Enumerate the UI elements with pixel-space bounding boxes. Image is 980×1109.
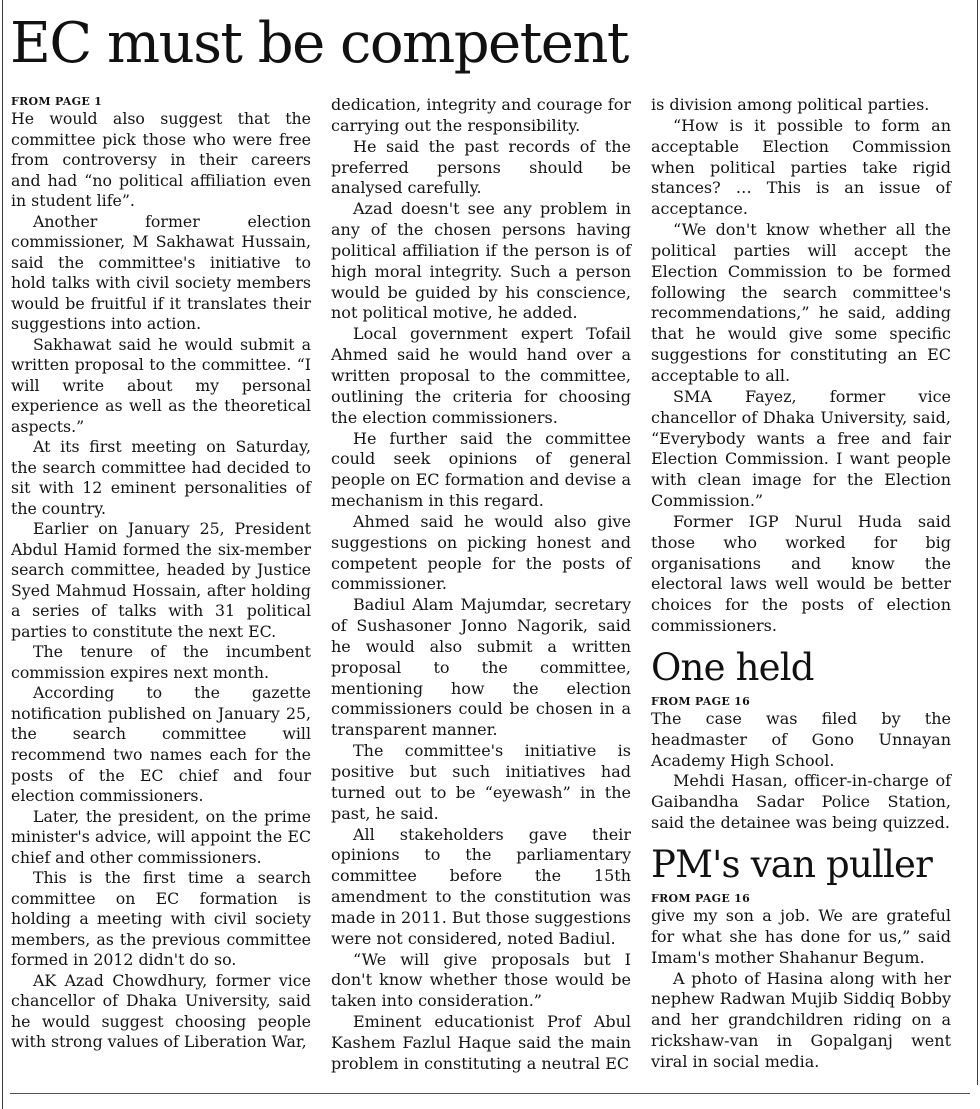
main-story-column-3 xyxy=(651,95,951,1073)
main-story-column-2 xyxy=(331,95,631,1075)
paragraph: He said the past records of the preferred persons should be analysed carefully. xyxy=(331,136,631,198)
paragraph: Later, the president, on the prime minister's advice, will appoint the EC chief and other commissioners. xyxy=(11,806,311,867)
paragraph: The tenure of the incumbent commission expires next month. xyxy=(11,642,311,682)
paragraph: dedication, integrity and courage for carrying out the responsibility. xyxy=(331,95,631,135)
paragraph: SMA Fayez, former vice chancellor of Dhaka University, said, “Everybody wants a free and fair Election Commission. I want people with clean image for the Election Commission.” xyxy=(651,386,951,511)
paragraph: is division among political parties. xyxy=(651,95,930,114)
one-held-kicker: FROM PAGE 16 xyxy=(651,694,751,708)
paragraph: He further said the committee could seek opinions of general people on EC formation and devise a mechanism in this regard. xyxy=(331,428,631,511)
paragraph: Azad doesn't see any problem in any of the chosen persons having political affiliation if the person is of high moral integrity. Such a person would be guided by his conscience, not political motive, he added. xyxy=(331,199,631,323)
paragraph: This is the first time a search committee on EC formation is holding a meeting with civil society members, as the previous committee formed in 2012 didn't do so. xyxy=(11,868,311,970)
paragraph: Mehdi Hasan, officer-in-charge of Gaibandha Sadar Police Station, said the detainee was being quizzed. xyxy=(651,771,951,833)
paragraph: AK Azad Chowdhury, former vice chancellor of Dhaka University, said he would suggest choosing people with strong values of Liberation War, xyxy=(11,970,311,1052)
paragraph: “We don't know whether all the political parties will accept the Election Commission to be formed following the search committee's recommendations,” he said, adding that he would give some specific suggestions for constituting an EC acceptable to all. xyxy=(651,220,951,385)
main-headline: EC must be competent xyxy=(10,11,628,76)
paragraph: Badiul Alam Majumdar, secretary of Sushasoner Jonno Nagorik, said he would also submit a written proposal to the committee, mentioning how the election commissioners could be chosen in a transparent manner. xyxy=(331,595,631,740)
paragraph: Former IGP Nurul Huda said those who worked for big organisations and know the electoral laws well would be better choices for the posts of election commissioners. xyxy=(651,511,951,636)
paragraph: Another former election commissioner, M Sakhawat Hussain, said the committee's initiative to hold talks with civil society members would be fruitful if it translates their suggestions into action. xyxy=(11,211,311,334)
paragraph: At its first meeting on Saturday, the search committee had decided to sit with 12 eminent personalities of the country. xyxy=(11,437,311,518)
paragraph: Sakhawat said he would submit a written proposal to the committee. “I will write about my personal experience as well as the theoretical aspects.” xyxy=(11,334,311,436)
bottom-divider xyxy=(10,1093,970,1094)
paragraph: He would also suggest that the committee pick those who were free from controversy in their careers and had “no political affiliation even in student life”. xyxy=(11,109,311,211)
paragraph: “How is it possible to form an acceptable Election Commission when political parties take rigid stances? … This is an issue of acceptance. xyxy=(651,115,951,219)
pm-van-puller-headline: PM's van puller xyxy=(651,843,933,886)
paragraph: A photo of Hasina along with her nephew Radwan Mujib Siddiq Bobby and her grandchildren riding on a rickshaw-van in Gopalganj went viral in social media. xyxy=(651,968,951,1071)
paragraph: The committee's initiative is positive but such initiatives had turned out to be “eyewash” in the past, he said. xyxy=(331,741,631,823)
right-column-rule xyxy=(977,0,978,1085)
paragraph: “We will give proposals but I don't know whether those would be taken into consideration.” xyxy=(331,949,631,1011)
paragraph: Earlier on January 25, President Abdul Hamid formed the six-member search committee, headed by Justice Syed Mahmud Hossain, after holding a series of talks with 31 political parties to constitute the next EC. xyxy=(11,519,311,641)
paragraph: give my son a job. We are grateful for what she has done for us,” said Imam's mother Shahanur Begum. xyxy=(651,906,951,967)
paragraph: The case was filed by the headmaster of Gono Unnayan Academy High School. xyxy=(651,708,951,770)
left-column-rule xyxy=(2,0,3,1109)
main-story-kicker: FROM PAGE 1 xyxy=(11,95,103,108)
paragraph: According to the gazette notification published on January 25, the search committee will recommend two names each for the posts of the EC chief and four election commissioners. xyxy=(11,683,311,806)
paragraph: All stakeholders gave their opinions to the parliamentary committee before the 15th amendment to the constitution was made in 2011. But those suggestions were not considered, noted Badiul. xyxy=(331,824,631,948)
paragraph: Eminent educationist Prof Abul Kashem Fazlul Haque said the main problem in constituting a neutral EC xyxy=(331,1012,631,1073)
paragraph: Local government expert Tofail Ahmed said he would hand over a written proposal to the committee, outlining the criteria for choosing the election commissioners. xyxy=(331,324,631,427)
one-held-headline: One held xyxy=(651,645,814,689)
paragraph: Ahmed said he would also give suggestions on picking honest and competent people for the posts of commissioner. xyxy=(331,511,631,594)
main-story-column-1 xyxy=(11,95,311,1053)
pm-van-puller-kicker: FROM PAGE 16 xyxy=(651,892,751,905)
